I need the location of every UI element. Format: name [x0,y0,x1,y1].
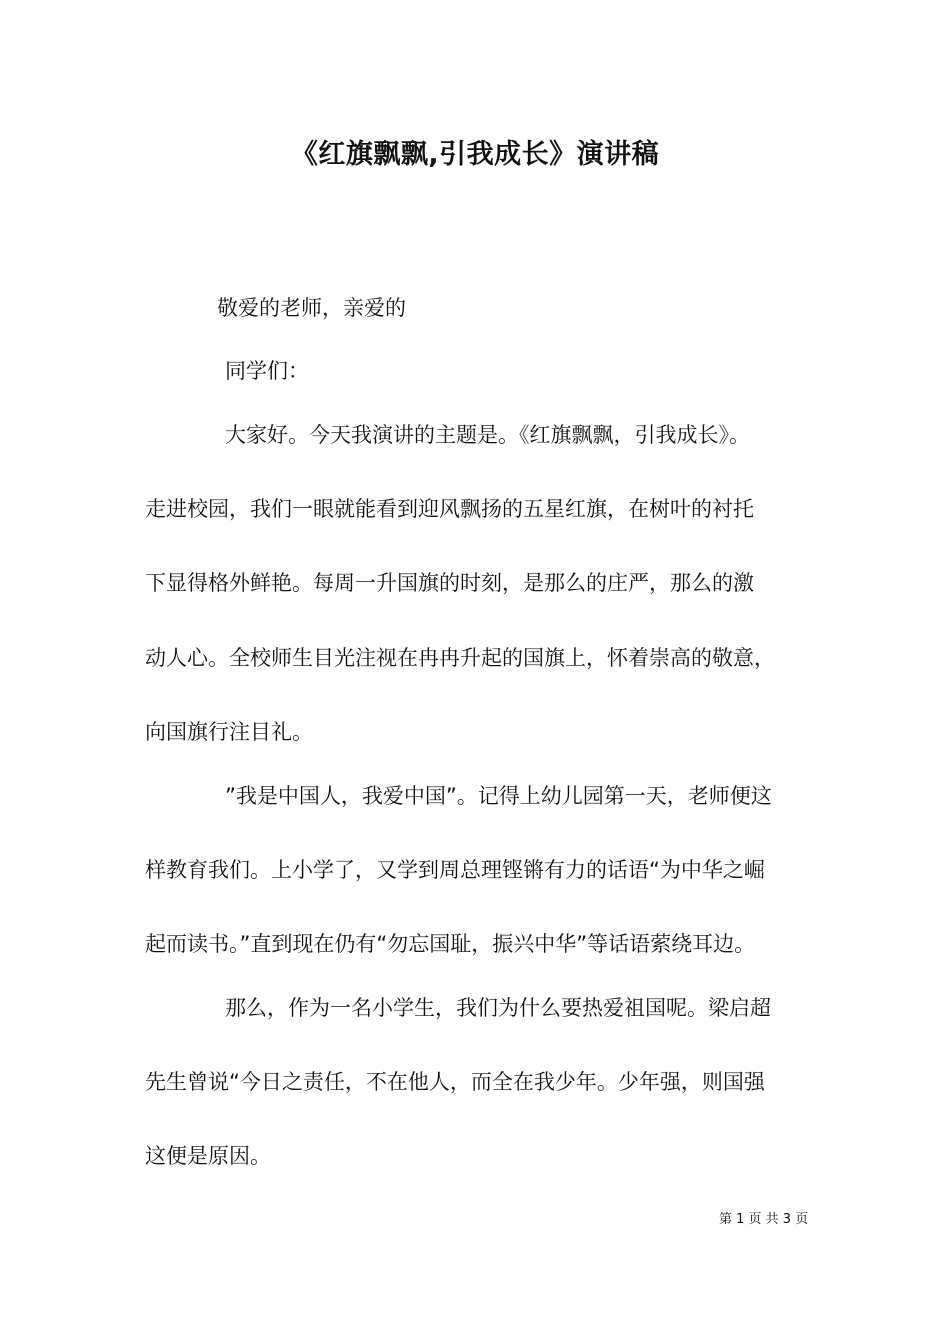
paragraph-line: 下显得格外鲜艳。每周一升国旗的时刻，是那么的庄严，那么的激 [145,571,754,595]
paragraph-line: 走进校园，我们一眼就能看到迎风飘扬的五星红旗，在树叶的衬托 [145,497,754,521]
paragraph-line: 同学们： [225,359,309,383]
paragraph-line: 起而读书。”直到现在仍有“勿忘国耻，振兴中华”等话语萦绕耳边。 [145,932,756,956]
paragraph-line: 向国旗行注目礼。 [145,720,313,744]
document-title: 《红旗飘飘,引我成长》演讲稿 [290,139,660,170]
paragraph-line: 样教育我们。上小学了，又学到周总理铿锵有力的话语“为中华之崛 [145,858,765,882]
paragraph-line: 那么，作为一名小学生，我们为什么要热爱祖国呢。梁启超 [225,996,771,1020]
paragraph-line: 大家好。今天我演讲的主题是。《红旗飘飘，引我成长》。 [225,423,750,447]
paragraph-line: 这便是原因。 [145,1144,271,1168]
paragraph-line: ”我是中国人，我爱中国”。记得上幼儿园第一天，老师便这 [225,784,772,808]
page-number: 第 1 页 共 3 页 [719,1212,809,1227]
paragraph-line: 先生曾说“今日之责任，不在他人，而全在我少年。少年强，则国强 [145,1070,765,1094]
paragraph-line: 动人心。全校师生目光注视在冉冉升起的国旗上，怀着崇高的敬意， [145,646,775,670]
paragraph-line: 敬爱的老师，亲爱的 [217,296,406,320]
